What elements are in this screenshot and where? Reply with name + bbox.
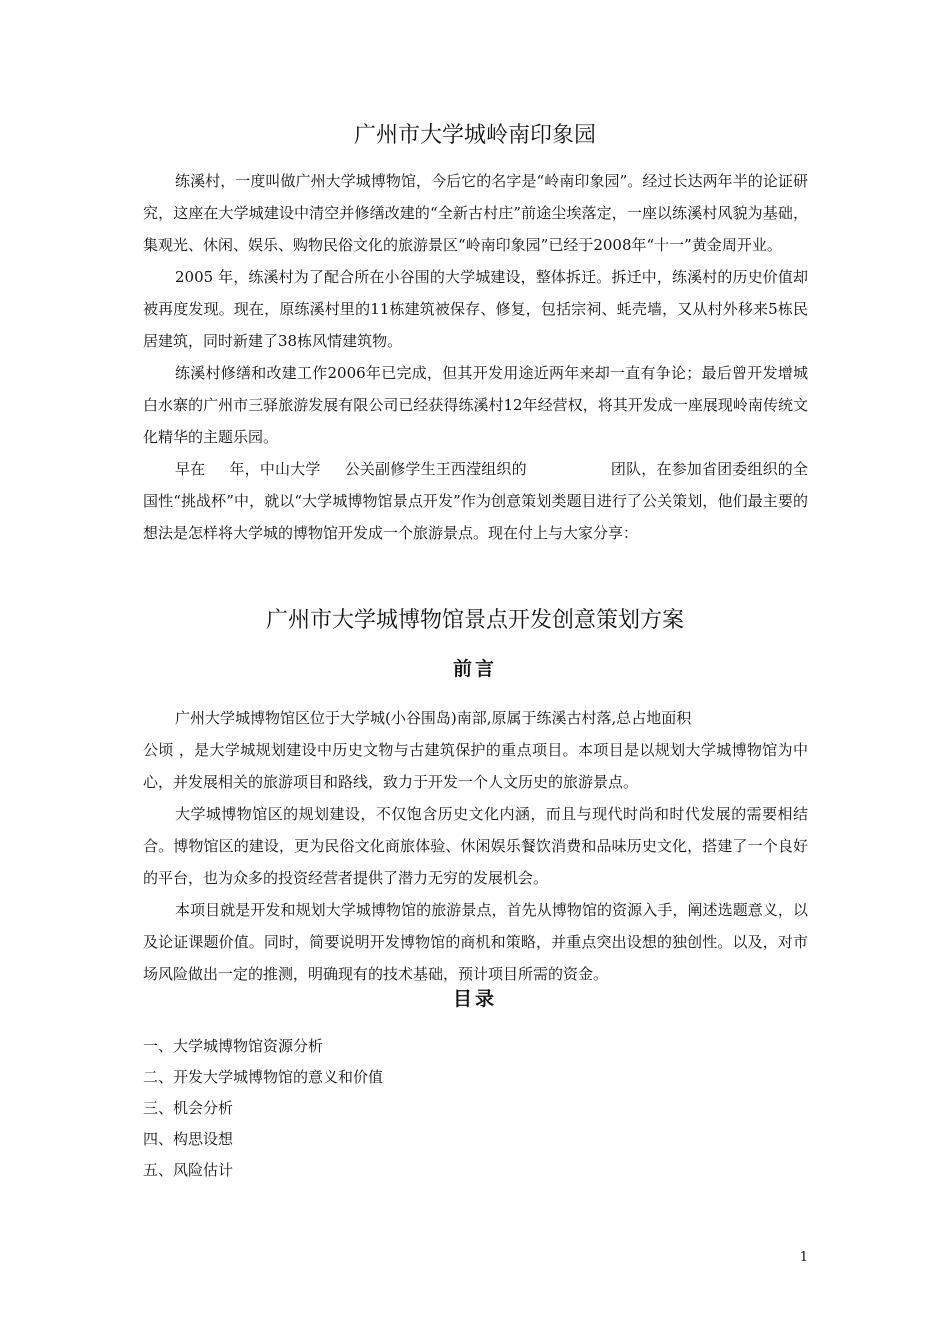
intro-paragraph: 练溪村修缮和改建工作2006年已完成，但其开发用途近两年来却一直有争论；最后曾开发增城白水寨的广州市三驿旅游发展有限公司已经获得练溪村12年经营权，将其开发成一座展现岭南传统文化精华的主题乐园。 bbox=[143, 364, 808, 446]
toc-list bbox=[143, 1031, 808, 1186]
page-number: 1 bbox=[799, 1250, 808, 1265]
preface-heading: 前言 bbox=[452, 658, 497, 680]
preface-paragraph-continuation: 公顷 ，是大学城规划建设中历史文物与古建筑保护的重点项目。本项目是以规划大学城博物馆为中心，并发展相关的旅游项目和路线，致力于开发一个人文历史的旅游景点。 bbox=[143, 741, 808, 791]
intro-paragraph-gapped bbox=[143, 453, 808, 549]
intro-section bbox=[143, 165, 808, 549]
preface-paragraph: 本项目就是开发和规划大学城博物馆的旅游景点，首先从博物馆的资源入手，阐述选题意义，以及论证课题价值。同时，简要说明开发博物馆的商机和策略，并重点突出设想的独创性。以及，对市场风险做出一定的推测，明确现有的技术基础，预计项目所需的资金。 bbox=[143, 901, 808, 983]
toc-item: 五、风险估计 bbox=[143, 1161, 234, 1179]
toc-item: 二、开发大学城博物馆的意义和价值 bbox=[143, 1068, 384, 1086]
plan-title: 广州市大学城博物馆景点开发创意策划方案 bbox=[265, 608, 684, 633]
preface-section bbox=[143, 702, 808, 990]
toc-item: 三、机会分析 bbox=[143, 1099, 234, 1117]
intro-paragraph: 2005 年，练溪村为了配合所在小谷围的大学城建设，整体拆迁。拆迁中，练溪村的历史价值却被再度发现。现在，原练溪村里的11栋建筑被保存、修复，包括宗祠、蚝壳墙，又从村外移来5栋民居建筑，同时新建了38栋风情建筑物。 bbox=[143, 268, 808, 350]
para4-part1: 早在 bbox=[175, 460, 206, 478]
intro-paragraph: 练溪村，一度叫做广州大学城博物馆，今后它的名字是“岭南印象园”。经过长达两年半的论证研究，这座在大学城建设中清空并修缮改建的“全新古村庄”前途尘埃落定，一座以练溪村风貌为基础，集观光、休闲、娱乐、购物民俗文化的旅游景区“岭南印象园”已经于2008年“十一”黄金周开业。 bbox=[143, 172, 808, 254]
toc-item: 一、大学城博物馆资源分析 bbox=[143, 1037, 324, 1055]
toc-heading: 目录 bbox=[452, 988, 497, 1010]
preface-paragraph: 大学城博物馆区的规划建设，不仅饱含历史文化内涵，而且与现代时尚和时代发展的需要相结合。博物馆区的建设，更为民俗文化商旅体验、休闲娱乐餐饮消费和品味历史文化，搭建了一个良好的平台，也为众多的投资经营者提供了潜力无穷的发展机会。 bbox=[143, 805, 808, 887]
para4-part3: 公关副修学生王西滢组织的 bbox=[344, 460, 527, 478]
para4-part2: 年，中山大学 bbox=[229, 460, 321, 478]
toc-item: 四、构思设想 bbox=[143, 1130, 234, 1148]
document-title: 广州市大学城岭南印象园 bbox=[353, 123, 596, 148]
para4-part4: 团队，在参加省团委组织的全国性“挑战杯”中，就以“大学城博物馆景点开发”作为创意策划类题目进行了公关策划，他们最主要的想法是怎样将大学城的博物馆开发成一个旅游景点。现在付上与大家分享： bbox=[143, 460, 808, 542]
preface-paragraph: 广州大学城博物馆区位于大学城(小谷围岛)南部,原属于练溪古村落,总占地面积 bbox=[175, 709, 692, 727]
